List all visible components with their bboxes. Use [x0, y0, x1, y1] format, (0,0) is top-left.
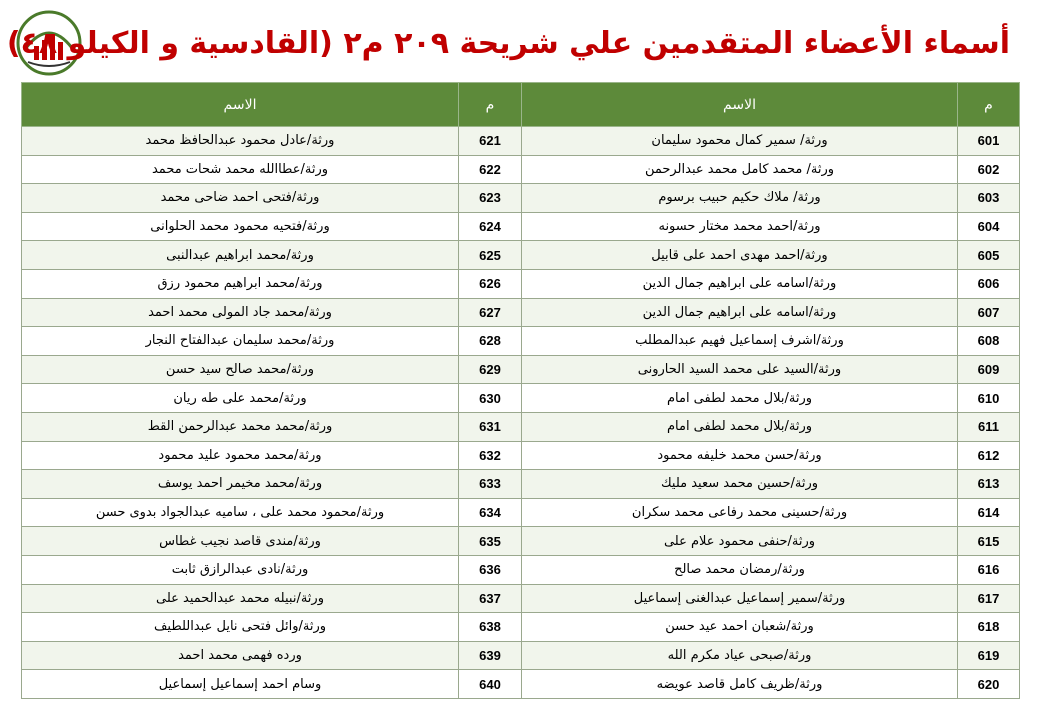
member-number: 612: [958, 441, 1020, 470]
member-number: 604: [958, 212, 1020, 241]
table-row: [22, 527, 1020, 556]
member-number: 636: [459, 555, 522, 584]
table-row: [22, 441, 1020, 470]
member-number: 609: [958, 355, 1020, 384]
member-number: 638: [459, 613, 522, 642]
member-number: 634: [459, 498, 522, 527]
header-name-right: الاسم: [522, 83, 958, 127]
member-number: 627: [459, 298, 522, 327]
member-number: 635: [459, 527, 522, 556]
member-name: ورثة/حسين محمد سعيد مليك: [522, 470, 958, 499]
table-row: [22, 498, 1020, 527]
table-row: [22, 641, 1020, 670]
member-number: 613: [958, 470, 1020, 499]
member-number: 622: [459, 155, 522, 184]
member-number: 626: [459, 269, 522, 298]
member-name: ورثة/وائل فتحى نايل عبداللطيف: [22, 613, 459, 642]
member-number: 617: [958, 584, 1020, 613]
table-row: [22, 269, 1020, 298]
member-number: 630: [459, 384, 522, 413]
member-number: 628: [459, 327, 522, 356]
member-name: ورثة/سمير إسماعيل عبدالغنى إسماعيل: [522, 584, 958, 613]
member-number: 603: [958, 184, 1020, 213]
member-name: ورثة/رمضان محمد صالح: [522, 555, 958, 584]
member-name: ورثة/ ملاك حكيم حبيب برسوم: [522, 184, 958, 213]
member-name: ورثة/اشرف إسماعيل فهيم عبدالمطلب: [522, 327, 958, 356]
member-name: ورثة/صبحى عياد مكرم الله: [522, 641, 958, 670]
member-name: ورثة/نادى عبدالرازق ثابت: [22, 555, 459, 584]
table-row: [22, 327, 1020, 356]
table-row: [22, 613, 1020, 642]
table-row: [22, 127, 1020, 156]
member-number: 623: [459, 184, 522, 213]
member-number: 606: [958, 269, 1020, 298]
member-number: 605: [958, 241, 1020, 270]
member-number: 631: [459, 412, 522, 441]
table-row: [22, 670, 1020, 699]
table-row: [22, 155, 1020, 184]
member-name: ورثة/مندى قاصد نجيب غطاس: [22, 527, 459, 556]
member-name: ورثة/ سمير كمال محمود سليمان: [522, 127, 958, 156]
table-row: [22, 212, 1020, 241]
header-num-right: م: [958, 83, 1020, 127]
member-name: ورثة/بلال محمد لطفى امام: [522, 412, 958, 441]
member-name: ورثة/ محمد كامل محمد عبدالرحمن: [522, 155, 958, 184]
member-name: ورثة/حسن محمد خليفه محمود: [522, 441, 958, 470]
member-name: ورثة/محمد مخيمر احمد يوسف: [22, 470, 459, 499]
page-title: أسماء الأعضاء المتقدمين علي شريحة ٢٠٩ م٢ (القادسية و الكيلو ٤٨): [6, 26, 1010, 61]
table-row: [22, 355, 1020, 384]
header-num-left: م: [459, 83, 522, 127]
member-number: 615: [958, 527, 1020, 556]
member-number: 620: [958, 670, 1020, 699]
member-name: ورثة/محمد سليمان عبدالفتاح النجار: [22, 327, 459, 356]
member-name: ورثة/محمد صالح سيد حسن: [22, 355, 459, 384]
member-name: ورثة/عادل محمود عبدالحافظ محمد: [22, 127, 459, 156]
member-name: ورثة/محمد على طه ريان: [22, 384, 459, 413]
member-number: 632: [459, 441, 522, 470]
member-number: 629: [459, 355, 522, 384]
member-number: 640: [459, 670, 522, 699]
member-name: ورثة/محمد ابراهيم عبدالنبى: [22, 241, 459, 270]
member-name: ورثة/حنفى محمود علام على: [522, 527, 958, 556]
member-number: 608: [958, 327, 1020, 356]
member-number: 621: [459, 127, 522, 156]
member-number: 616: [958, 555, 1020, 584]
member-name: ورثة/بلال محمد لطفى امام: [522, 384, 958, 413]
table-row: [22, 584, 1020, 613]
member-name: ورثة/فتحيه محمود محمد الحلوانى: [22, 212, 459, 241]
member-name: ورثة/احمد مهدى احمد على قابيل: [522, 241, 958, 270]
member-number: 633: [459, 470, 522, 499]
member-number: 625: [459, 241, 522, 270]
member-number: 611: [958, 412, 1020, 441]
member-number: 601: [958, 127, 1020, 156]
member-name: ورثة/محمد محمد عبدالرحمن القط: [22, 412, 459, 441]
member-name: ورثة/عطاالله محمد شحات محمد: [22, 155, 459, 184]
member-name: ورثة/محمد ابراهيم محمود رزق: [22, 269, 459, 298]
table-row: [22, 470, 1020, 499]
member-name: ورثة/محمد محمود عليد محمود: [22, 441, 459, 470]
member-name: ورثة/محمود محمد على ، ساميه عبدالجواد بدوى حسن: [22, 498, 459, 527]
table-row: [22, 384, 1020, 413]
table-row: [22, 241, 1020, 270]
member-number: 619: [958, 641, 1020, 670]
member-name: ورده فهمى محمد احمد: [22, 641, 459, 670]
member-number: 639: [459, 641, 522, 670]
members-table: [21, 82, 1020, 699]
member-number: 607: [958, 298, 1020, 327]
member-number: 618: [958, 613, 1020, 642]
member-name: ورثة/احمد محمد مختار حسونه: [522, 212, 958, 241]
table-row: [22, 555, 1020, 584]
table-body: [22, 127, 1020, 699]
table-header-row: [22, 83, 1020, 127]
member-name: ورثة/اسامه على ابراهيم جمال الدين: [522, 298, 958, 327]
member-name: ورثة/ظريف كامل قاصد عويضه: [522, 670, 958, 699]
member-name: ورثة/نبيله محمد عبدالحميد على: [22, 584, 459, 613]
table-row: [22, 298, 1020, 327]
member-number: 602: [958, 155, 1020, 184]
member-number: 637: [459, 584, 522, 613]
member-name: ورثة/فتحى احمد ضاحى محمد: [22, 184, 459, 213]
member-name: وسام احمد إسماعيل إسماعيل: [22, 670, 459, 699]
member-name: ورثة/اسامه على ابراهيم جمال الدين: [522, 269, 958, 298]
member-name: ورثة/حسينى محمد رفاعى محمد سكران: [522, 498, 958, 527]
table-row: [22, 184, 1020, 213]
member-name: ورثة/محمد جاد المولى محمد احمد: [22, 298, 459, 327]
member-number: 614: [958, 498, 1020, 527]
table-row: [22, 412, 1020, 441]
header-name-left: الاسم: [22, 83, 459, 127]
member-number: 610: [958, 384, 1020, 413]
member-number: 624: [459, 212, 522, 241]
member-name: ورثة/السيد على محمد السيد الحارونى: [522, 355, 958, 384]
member-name: ورثة/شعبان احمد عيد حسن: [522, 613, 958, 642]
